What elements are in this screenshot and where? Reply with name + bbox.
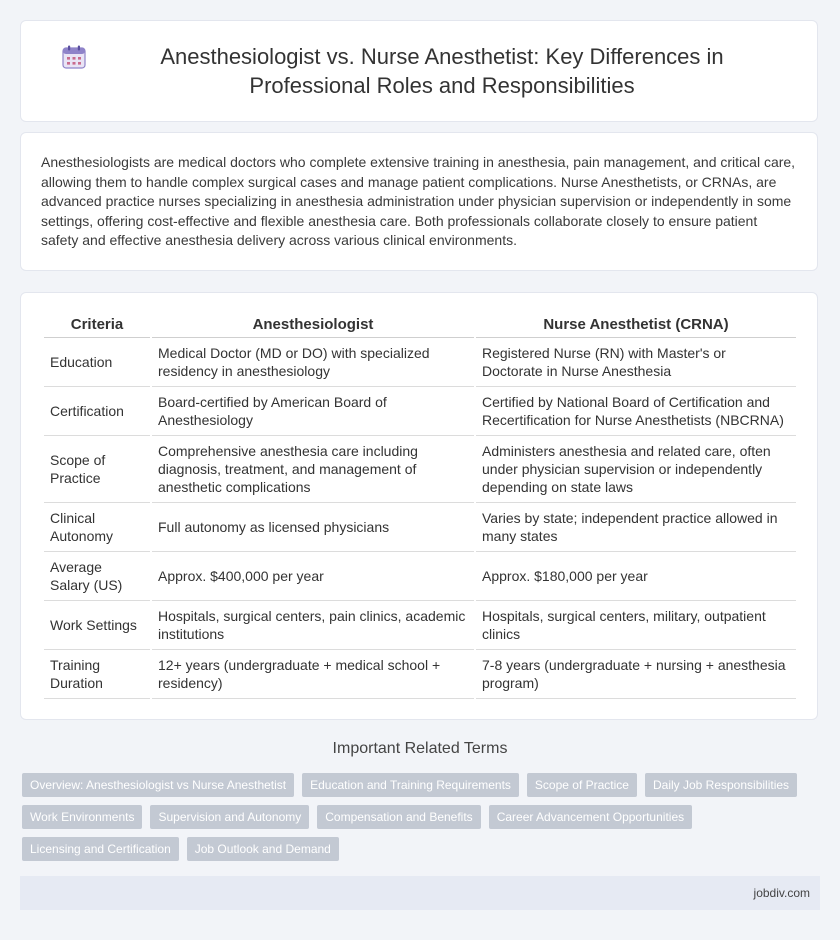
anesthesiologist-cell: Full autonomy as licensed physicians — [152, 503, 474, 552]
anesthesiologist-cell: 12+ years (undergraduate + medical school + residency) — [152, 650, 474, 699]
related-terms-title: Important Related Terms — [332, 740, 508, 757]
table-row — [44, 650, 796, 699]
related-term-tag[interactable]: Work Environments — [22, 805, 142, 829]
row-criteria: Certification — [44, 387, 150, 436]
crna-cell: Approx. $180,000 per year — [476, 552, 796, 601]
crna-cell: Administers anesthesia and related care, often under physician supervision or independently depending on state laws — [476, 436, 796, 503]
anesthesiologist-cell: Medical Doctor (MD or DO) with specialized residency in anesthesiology — [152, 338, 474, 387]
column-header-anesthesiologist: Anesthesiologist — [152, 311, 474, 338]
table-header-row — [44, 311, 796, 338]
row-criteria: Training Duration — [44, 650, 150, 699]
related-term-tag[interactable]: Career Advancement Opportunities — [489, 805, 692, 829]
row-criteria: Scope of Practice — [44, 436, 150, 503]
anesthesiologist-cell: Hospitals, surgical centers, pain clinics, academic institutions — [152, 601, 474, 650]
anesthesiologist-cell: Comprehensive anesthesia care including diagnosis, treatment, and management of anesthetic complications — [152, 436, 474, 503]
related-term-tag[interactable]: Overview: Anesthesiologist vs Nurse Anesthetist — [22, 773, 294, 797]
column-header-crna: Nurse Anesthetist (CRNA) — [476, 311, 796, 338]
anesthesiologist-cell: Board-certified by American Board of Anesthesiology — [152, 387, 474, 436]
column-header-criteria: Criteria — [44, 311, 150, 338]
related-term-tag[interactable]: Daily Job Responsibilities — [645, 773, 797, 797]
table-row — [44, 436, 796, 503]
crna-cell: Registered Nurse (RN) with Master's or Doctorate in Nurse Anesthesia — [476, 338, 796, 387]
header-card — [20, 20, 818, 122]
related-term-tag[interactable]: Scope of Practice — [527, 773, 637, 797]
intro-card — [20, 132, 818, 271]
table-row — [44, 503, 796, 552]
comparison-table — [42, 311, 798, 699]
comparison-table-card — [20, 292, 818, 720]
related-term-tag[interactable]: Licensing and Certification — [22, 837, 179, 861]
related-term-tag[interactable]: Supervision and Autonomy — [150, 805, 309, 829]
table-row — [44, 338, 796, 387]
title-wrap — [21, 42, 817, 100]
related-terms-tags — [22, 773, 822, 869]
row-criteria: Education — [44, 338, 150, 387]
crna-cell: Varies by state; independent practice allowed in many states — [476, 503, 796, 552]
anesthesiologist-cell: Approx. $400,000 per year — [152, 552, 474, 601]
crna-cell: Certified by National Board of Certification and Recertification for Nurse Anesthetists (NBCRNA) — [476, 387, 796, 436]
table-row — [44, 601, 796, 650]
footer — [20, 876, 820, 910]
table-row — [44, 387, 796, 436]
crna-cell: Hospitals, surgical centers, military, outpatient clinics — [476, 601, 796, 650]
footer-site-link[interactable]: jobdiv.com — [753, 886, 810, 900]
calendar-icon — [61, 44, 87, 70]
page-title: Anesthesiologist vs. Nurse Anesthetist: Key Differences in Professional Roles and Responsibilities — [160, 44, 724, 98]
related-term-tag[interactable]: Education and Training Requirements — [302, 773, 519, 797]
row-criteria: Clinical Autonomy — [44, 503, 150, 552]
intro-text: Anesthesiologists are medical doctors who complete extensive training in anesthesia, pain management, and critical care, allowing them to handle complex surgical cases and manage patient complications. Nurse Anesthetists, or CRNAs, are advanced practice nurses specializing in anesthesia administration under physician supervision or independently in some settings, offering cost-effective and flexible anesthesia care. Both professionals collaborate closely to ensure patient safety and effective anesthesia delivery across various clinical environments. — [41, 154, 796, 249]
related-term-tag[interactable]: Compensation and Benefits — [317, 805, 480, 829]
row-criteria: Average Salary (US) — [44, 552, 150, 601]
row-criteria: Work Settings — [44, 601, 150, 650]
table-row — [44, 552, 796, 601]
crna-cell: 7-8 years (undergraduate + nursing + anesthesia program) — [476, 650, 796, 699]
related-term-tag[interactable]: Job Outlook and Demand — [187, 837, 339, 861]
